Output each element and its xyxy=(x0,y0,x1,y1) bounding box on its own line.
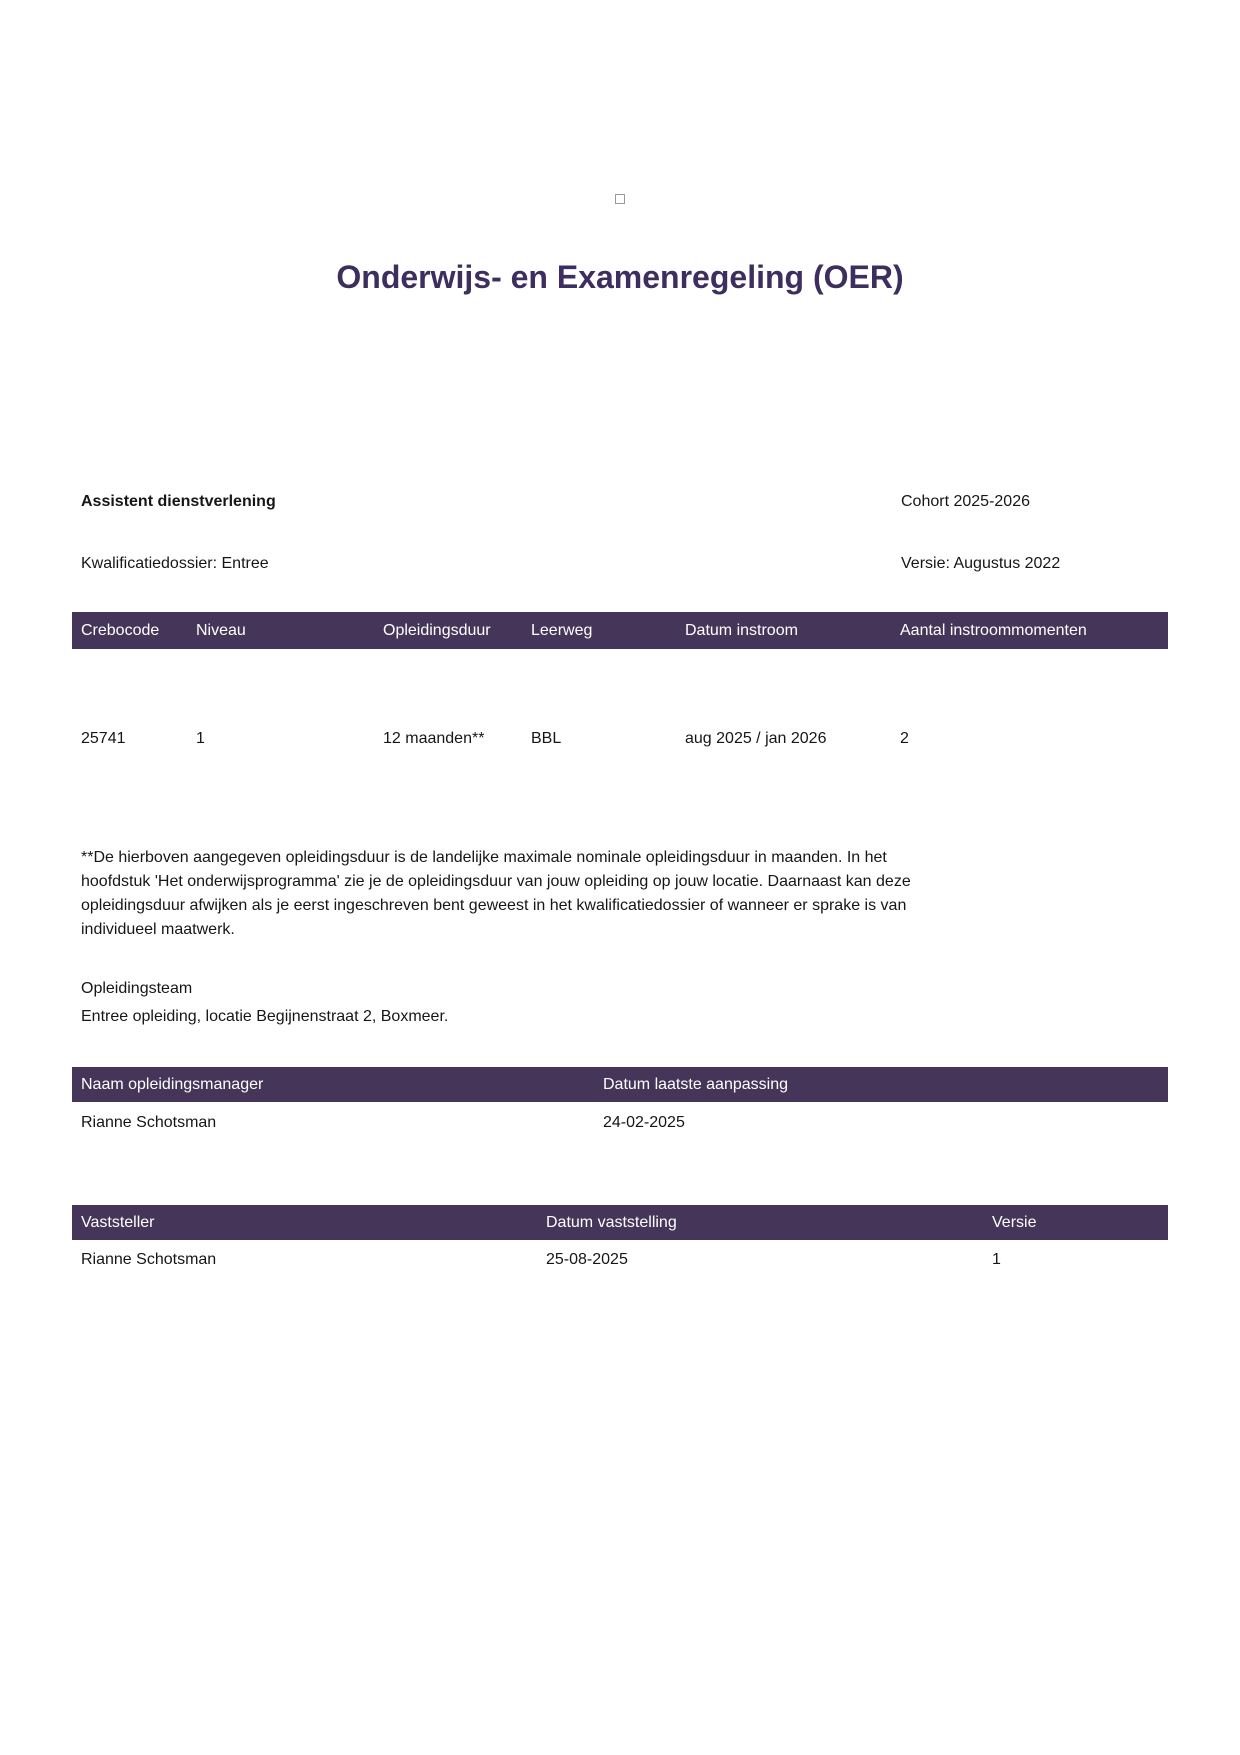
column-header-crebocode: Crebocode xyxy=(81,622,160,639)
version-label: Versie: Augustus 2022 xyxy=(901,555,1061,572)
cell-opleidingsduur: 12 maanden** xyxy=(383,730,485,747)
team-heading: Opleidingsteam xyxy=(81,980,193,997)
manager-table xyxy=(72,1067,1168,1132)
cell-aantal-instroommomenten: 2 xyxy=(900,730,909,747)
cell-datum-vaststelling: 25-08-2025 xyxy=(546,1251,628,1268)
cell-crebocode: 25741 xyxy=(81,730,126,747)
column-header-aantal-instroommomenten: Aantal instroommomenten xyxy=(900,622,1087,639)
cell-opleidingsmanager-naam: Rianne Schotsman xyxy=(81,1114,217,1131)
duration-note xyxy=(81,846,911,942)
document-title: Onderwijs- en Examenregeling (OER) xyxy=(336,259,904,295)
approval-table-header-row xyxy=(72,1205,1168,1240)
team-detail: Entree opleiding, locatie Begijnenstraat 2, Boxmeer. xyxy=(81,1008,449,1025)
column-header-niveau: Niveau xyxy=(196,622,246,639)
cell-versie: 1 xyxy=(992,1251,1001,1268)
column-header-datum-laatste-aanpassing: Datum laatste aanpassing xyxy=(603,1076,788,1093)
manager-table-header-row xyxy=(72,1067,1168,1102)
cell-datum-laatste-aanpassing: 24-02-2025 xyxy=(603,1114,685,1131)
cell-leerweg: BBL xyxy=(531,730,562,747)
qualification-dossier-label: Kwalificatiedossier: Entree xyxy=(81,555,269,572)
program-table-header-row xyxy=(72,612,1168,649)
column-header-datum-vaststelling: Datum vaststelling xyxy=(546,1214,677,1231)
manager-table-row xyxy=(72,1102,1168,1132)
approval-table-row xyxy=(72,1240,1168,1269)
column-header-leerweg: Leerweg xyxy=(531,622,593,639)
program-table xyxy=(72,612,1168,748)
cell-vaststeller: Rianne Schotsman xyxy=(81,1251,217,1268)
duration-note-line: **De hierboven aangegeven opleidingsduur is de landelijke maximale nominale opleidingsduur in maanden. In het xyxy=(81,849,887,866)
approval-table xyxy=(72,1205,1168,1269)
column-header-datum-instroom: Datum instroom xyxy=(685,622,798,639)
duration-note-line: opleidingsduur afwijken als je eerst ingeschreven bent geweest in het kwalificatiedossier of wanneer er sprake is van xyxy=(81,897,907,914)
column-header-opleidingsduur: Opleidingsduur xyxy=(383,622,491,639)
duration-note-line: individueel maatwerk. xyxy=(81,921,235,938)
empty-image-placeholder-icon xyxy=(615,194,625,204)
program-table-row xyxy=(72,649,1168,748)
cohort-label: Cohort 2025-2026 xyxy=(901,493,1030,510)
duration-note-line: hoofdstuk 'Het onderwijsprogramma' zie je de opleidingsduur van jouw opleiding op jouw locatie. Daarnaast kan deze xyxy=(81,873,911,890)
program-name: Assistent dienstverlening xyxy=(81,493,276,510)
column-header-vaststeller: Vaststeller xyxy=(81,1214,155,1231)
cell-niveau: 1 xyxy=(196,730,205,747)
cell-datum-instroom: aug 2025 / jan 2026 xyxy=(685,730,827,747)
column-header-naam-opleidingsmanager: Naam opleidingsmanager xyxy=(81,1076,264,1093)
column-header-versie: Versie xyxy=(992,1214,1037,1231)
team-section xyxy=(81,975,448,1031)
